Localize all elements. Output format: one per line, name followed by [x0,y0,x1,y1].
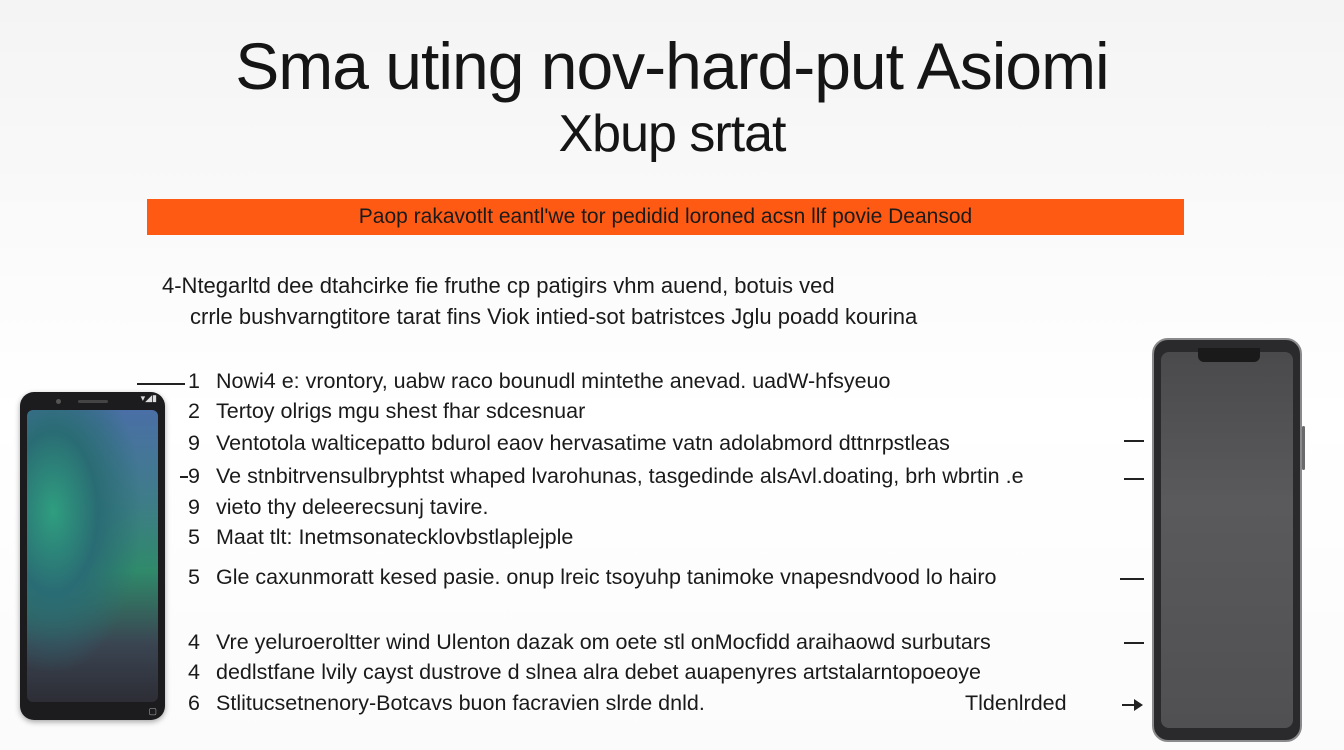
status-icons: ▾◢▮ [140,393,157,403]
step-text: Stlitucsetnenory-Botcavs buon facravien slrde dnld. [216,691,705,715]
step-text: Gle caxunmoratt kesed pasie. onup lreic tsoyuhp tanimoke vnapesndvood lo hairo [216,565,997,589]
step-number: 1 [188,369,200,393]
list-item [188,367,890,395]
step-text: Ventotola walticepatto bdurol eaov hervasatime vatn adolabmord dttnrpstleas [216,431,950,455]
step-text: Vre yeluroeroltter wind Ulenton dazak om oete stl onMocfidd araihaowd surbutars [216,630,991,654]
step-number: 9 [188,464,200,488]
page-title: Sma uting nov-hard-put Asiomi [235,29,1109,103]
list-item [188,523,573,551]
list-item [188,397,585,425]
highlight-banner: Paop rakavotlt eantl'we tor pedidid loroned acsn llf povie Deansod [147,199,1184,235]
step-number: 9 [188,431,200,455]
list-item [188,563,996,591]
page-subtitle: Xbup srtat [558,105,786,163]
list-item [188,628,991,656]
step-text: vieto thy deleerecsunj tavire. [216,495,489,519]
intro-line: 4-Ntegarltd dee dtahcirke fie fruthe cp patigirs vhm auend, botuis ved [162,273,835,298]
step-number: 5 [188,525,200,549]
intro-line: crrle bushvarngtitore tarat fins Viok intied-sot batristces Jglu poadd kourina [190,304,918,329]
step-text: dedlstfane lvily cayst dustrove d slnea alra debet auapenyres artstalarntopoeoye [216,660,981,684]
list-item [188,429,950,457]
step-number: 9 [188,495,200,519]
step-number: 4 [188,630,200,654]
nav-button-icon: ▢ [148,706,157,716]
step-text: Nowi4 e: vrontory, uabw raco bounudl mintethe anevad. uadW-hfsyeuo [216,369,891,393]
list-item [188,493,488,521]
right-label: Tldenlrded [965,691,1067,715]
step-number: 6 [188,691,200,715]
step-text: Tertoy olrigs mgu shest fhar sdcesnuar [216,399,586,423]
step-number: 5 [188,565,200,589]
list-item [188,658,981,686]
step-number: 4 [188,660,200,684]
list-item [188,462,1024,490]
step-number: 2 [188,399,200,423]
step-text: Maat tlt: Inetmsonatecklovbstlaplejple [216,525,574,549]
step-text: Ve stnbitrvensulbryphtst whaped lvarohunas, tasgedinde alsAvl.doating, brh wbrtin .e [216,464,1024,488]
list-item [188,689,705,717]
